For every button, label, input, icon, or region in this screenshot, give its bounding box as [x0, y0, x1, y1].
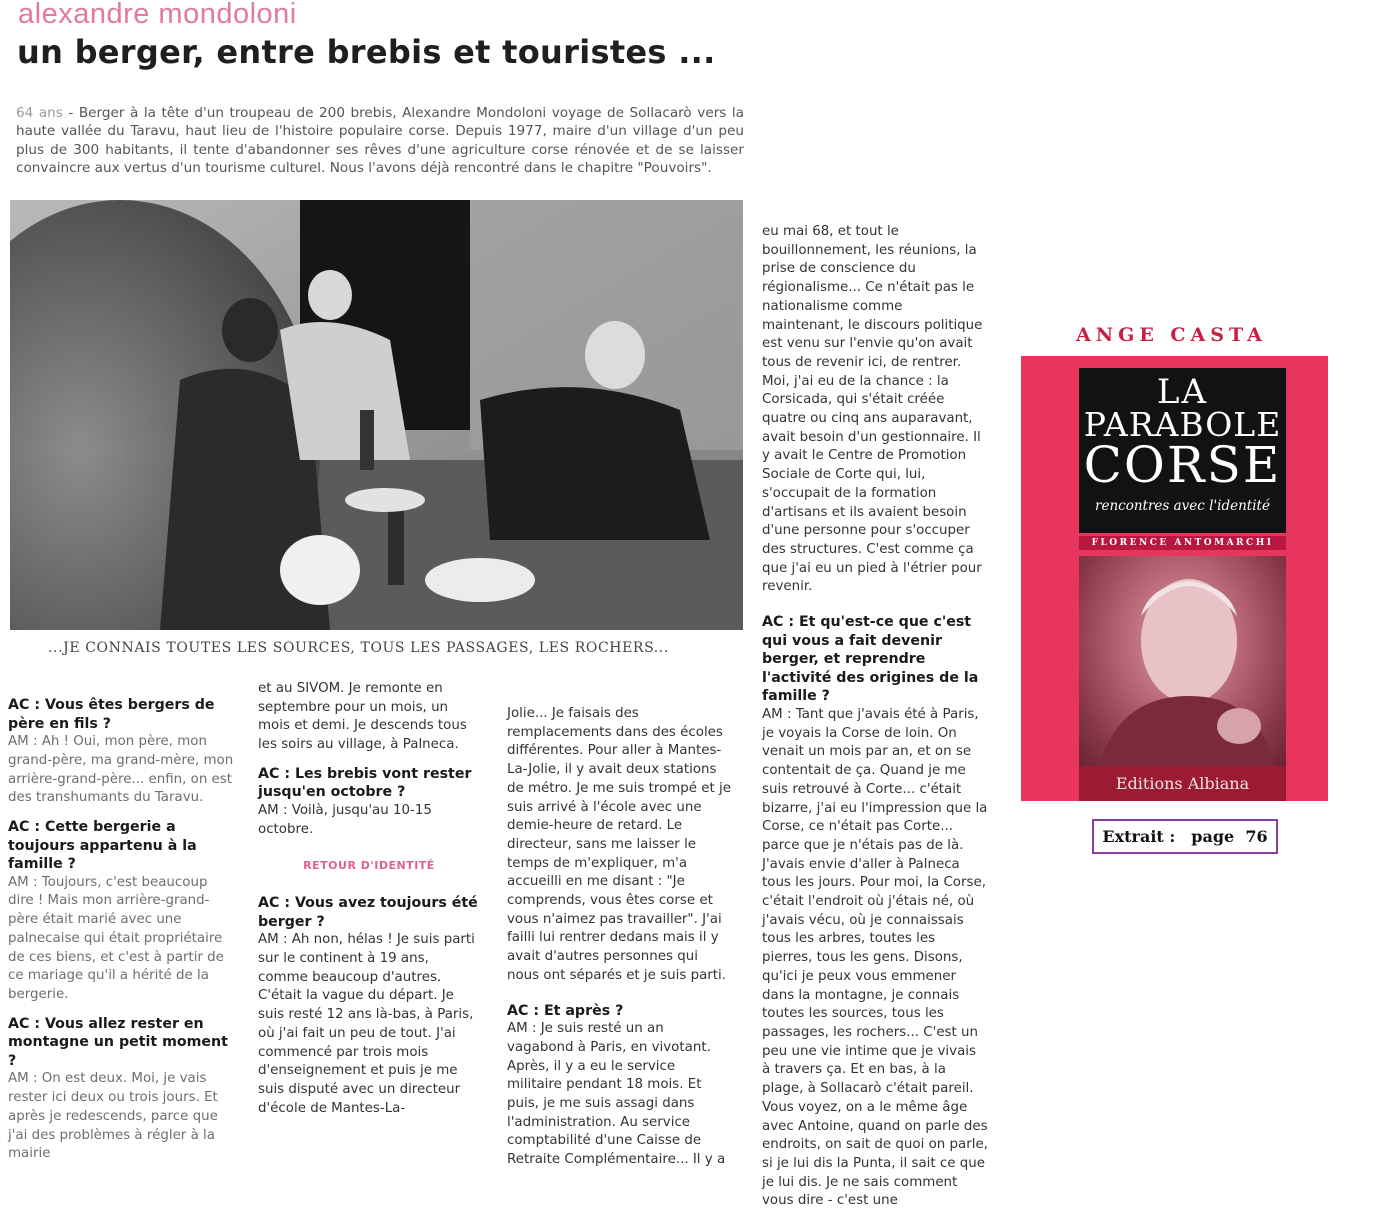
book-title-line: CORSE	[1083, 436, 1282, 494]
answer-paragraph: AM : Ah non, hélas ! Je suis parti sur le continent à 19 ans, comme beaucoup d'autres. C'était la vague du départ. Je suis resté 12 ans là-bas, à Paris, où j'ai fait un peu de tout. J'ai commencé par trois mois d'enseignement et puis je me suis disputé avec un directeur d'école de Mantes-La-	[258, 932, 475, 1116]
book-subtitle: rencontres avec l'identité	[1095, 498, 1270, 514]
intro-age: 64 ans	[16, 105, 63, 121]
book-cover-portrait	[1079, 556, 1286, 766]
question-heading: AC : Vous avez toujours été berger ?	[258, 895, 478, 930]
question-heading: AC : Cette bergerie a toujours appartenu à la famille ?	[8, 819, 197, 873]
question-heading: AC : Vous allez rester en montagne un petit moment ?	[8, 1015, 228, 1069]
body-paragraph: Jolie... Je faisais des remplacements dans des écoles différentes. Pour aller à Mantes-La-Jolie, il y avait deux stations de métro. Je me suis trompé et je suis arrivé à l'école avec une demie-heure de retard. Le directeur, sans me laisser le temps de m'expliquer, m'a accueilli en me disant : "Je comprends, vous êtes corse et vous n'aimez pas travailler". J'ai failli lui rentrer dedans mais il y avait d'autres personnes qui nous ont séparés et je suis parti.	[507, 706, 732, 983]
portrait-illustration	[1079, 556, 1286, 766]
extract-page: page 76	[1191, 827, 1268, 846]
question-heading: AC : Et après ?	[507, 1002, 624, 1019]
book-cover-header	[1021, 306, 1328, 356]
book-title-box	[1079, 368, 1286, 533]
answer-paragraph: AM : Voilà, jusqu'au 10-15 octobre.	[258, 803, 432, 837]
book-publisher: Editions Albiana	[1079, 766, 1286, 801]
answer-paragraph: AM : On est deux. Moi, je vais rester ici deux ou trois jours. Et après je redescends, parce que j'ai des problèmes à régler à la mairie	[8, 1071, 218, 1162]
article-column-4	[762, 223, 988, 1211]
extract-label: Extrait :	[1102, 827, 1176, 846]
book-author: ANGE CASTA	[1076, 324, 1267, 346]
section-heading: RETOUR D'IDENTITÉ	[303, 859, 435, 873]
article-column-3	[507, 705, 733, 1170]
question-heading: AC : Les brebis vont rester jusqu'en octobre ?	[258, 765, 472, 801]
book-cover	[1021, 306, 1328, 801]
book-coauthor: FLORENCE ANTOMARCHI	[1079, 536, 1286, 550]
answer-paragraph: AM : Toujours, c'est beaucoup dire ! Mais mon arrière-grand-père était marié avec une palnecaise qui était propriétaire de ces biens, et c'est à partir de ce mariage qu'il a hérité de la bergerie.	[8, 874, 224, 1002]
photo-illustration	[10, 200, 743, 630]
extract-reference	[1092, 819, 1278, 854]
body-paragraph: eu mai 68, et tout le bouillonnement, les réunions, la prise de conscience du régionalisme... Ce n'était pas le nationalisme comme maintenant, le discours politique est venu sur l'envie qu'on avait tous de revenir ici, de rentrer. Moi, j'ai eu de la chance : la Corsicada, qui s'était créée quatre ou cinq ans auparavant, avait besoin d'un gestionnaire. Il y avait le Centre de Promotion Sociale de Corte qui, lui, s'occupait de la formation d'artisans et ils avaient besoin d'une personne pour s'occuper des structures. C'est comme ça que j'ai eu un pied à l'étrier pour revenir.	[762, 224, 983, 595]
body-paragraph: et au SIVOM. Je remonte en septembre pour un mois, un mois et demi. Je descends tous les soirs au village, à Palneca.	[258, 681, 467, 753]
question-heading: AC : Vous êtes bergers de père en fils ?	[8, 697, 215, 732]
intro-text: - Berger à la tête d'un troupeau de 200 brebis, Alexandre Mondoloni voyage de Sollacarò vers la haute vallée du Taravu, haut lieu de l'histoire populaire corse. Depuis 1977, maire d'un village d'un peu plus de 300 habitants, il tente d'abandonner ses rêves d'une agriculture corse rénovée et de se laisser convaincre aux vertus d'un tourisme culturel. Nous l'avons déjà rencontré dans le chapitre "Pouvoirs".	[16, 105, 744, 177]
question-heading: AC : Et qu'est-ce que c'est qui vous a fait devenir berger, et reprendre l'activité des origines de la famille ?	[762, 614, 979, 705]
photo-caption: ...JE CONNAIS TOUTES LES SOURCES, TOUS LES PASSAGES, LES ROCHERS...	[48, 640, 669, 656]
answer-paragraph: AM : Tant que j'avais été à Paris, je voyais la Corse de loin. On venait un mois par an, et on se contentait de ça. Quand je me suis retrouvé à Corte... c'était bizarre, j'ai eu l'impression que la Corse, ce n'était pas Corte... parce que je n'étais pas de là. J'avais envie d'aller à Palneca tous les jours. Pour moi, la Corse, c'était l'endroit où j'étais né, où j'avais vécu, où je connaissais tous les arbres, toutes les pierres, tous les gens. Disons, qu'ici je peux vous emmener dans la montagne, je connais toutes les sources, tous les passages, les rochers... C'est un peu une vie intime que je vivais à travers ça. Et en bas, à la plage, à Sollacarò c'était pareil. Vous voyez, on a le même âge avec Antoine, quand on parle des endroits, on sait de quoi on parle, si je lui dis la Punta, il sait ce que je lui dis. Je ne sais comment vous dire - c'est une	[762, 707, 988, 1209]
book-title-line: PARABOLE	[1083, 405, 1282, 444]
article-photo	[10, 200, 743, 630]
article-column-1	[8, 696, 234, 1164]
answer-paragraph: AM : Ah ! Oui, mon père, mon grand-père, ma grand-mère, mon arrière-grand-père... enfin, on est des transhumants du Taravu.	[8, 734, 234, 806]
article-title: un berger, entre brebis et touristes ...	[17, 33, 716, 71]
book-title-line: LA	[1156, 372, 1209, 412]
intro-paragraph	[16, 104, 744, 178]
author-name-header: alexandre mondoloni	[18, 0, 297, 30]
article-column-2	[258, 680, 480, 1118]
answer-paragraph: AM : Je suis resté un an vagabond à Paris, en vivotant. Après, il y a eu le service militaire pendant 18 mois. Et puis, je me suis assagi dans l'administration. Au service comptabilité d'une Caisse de Retraite Complémentaire... Il y a	[507, 1021, 726, 1168]
